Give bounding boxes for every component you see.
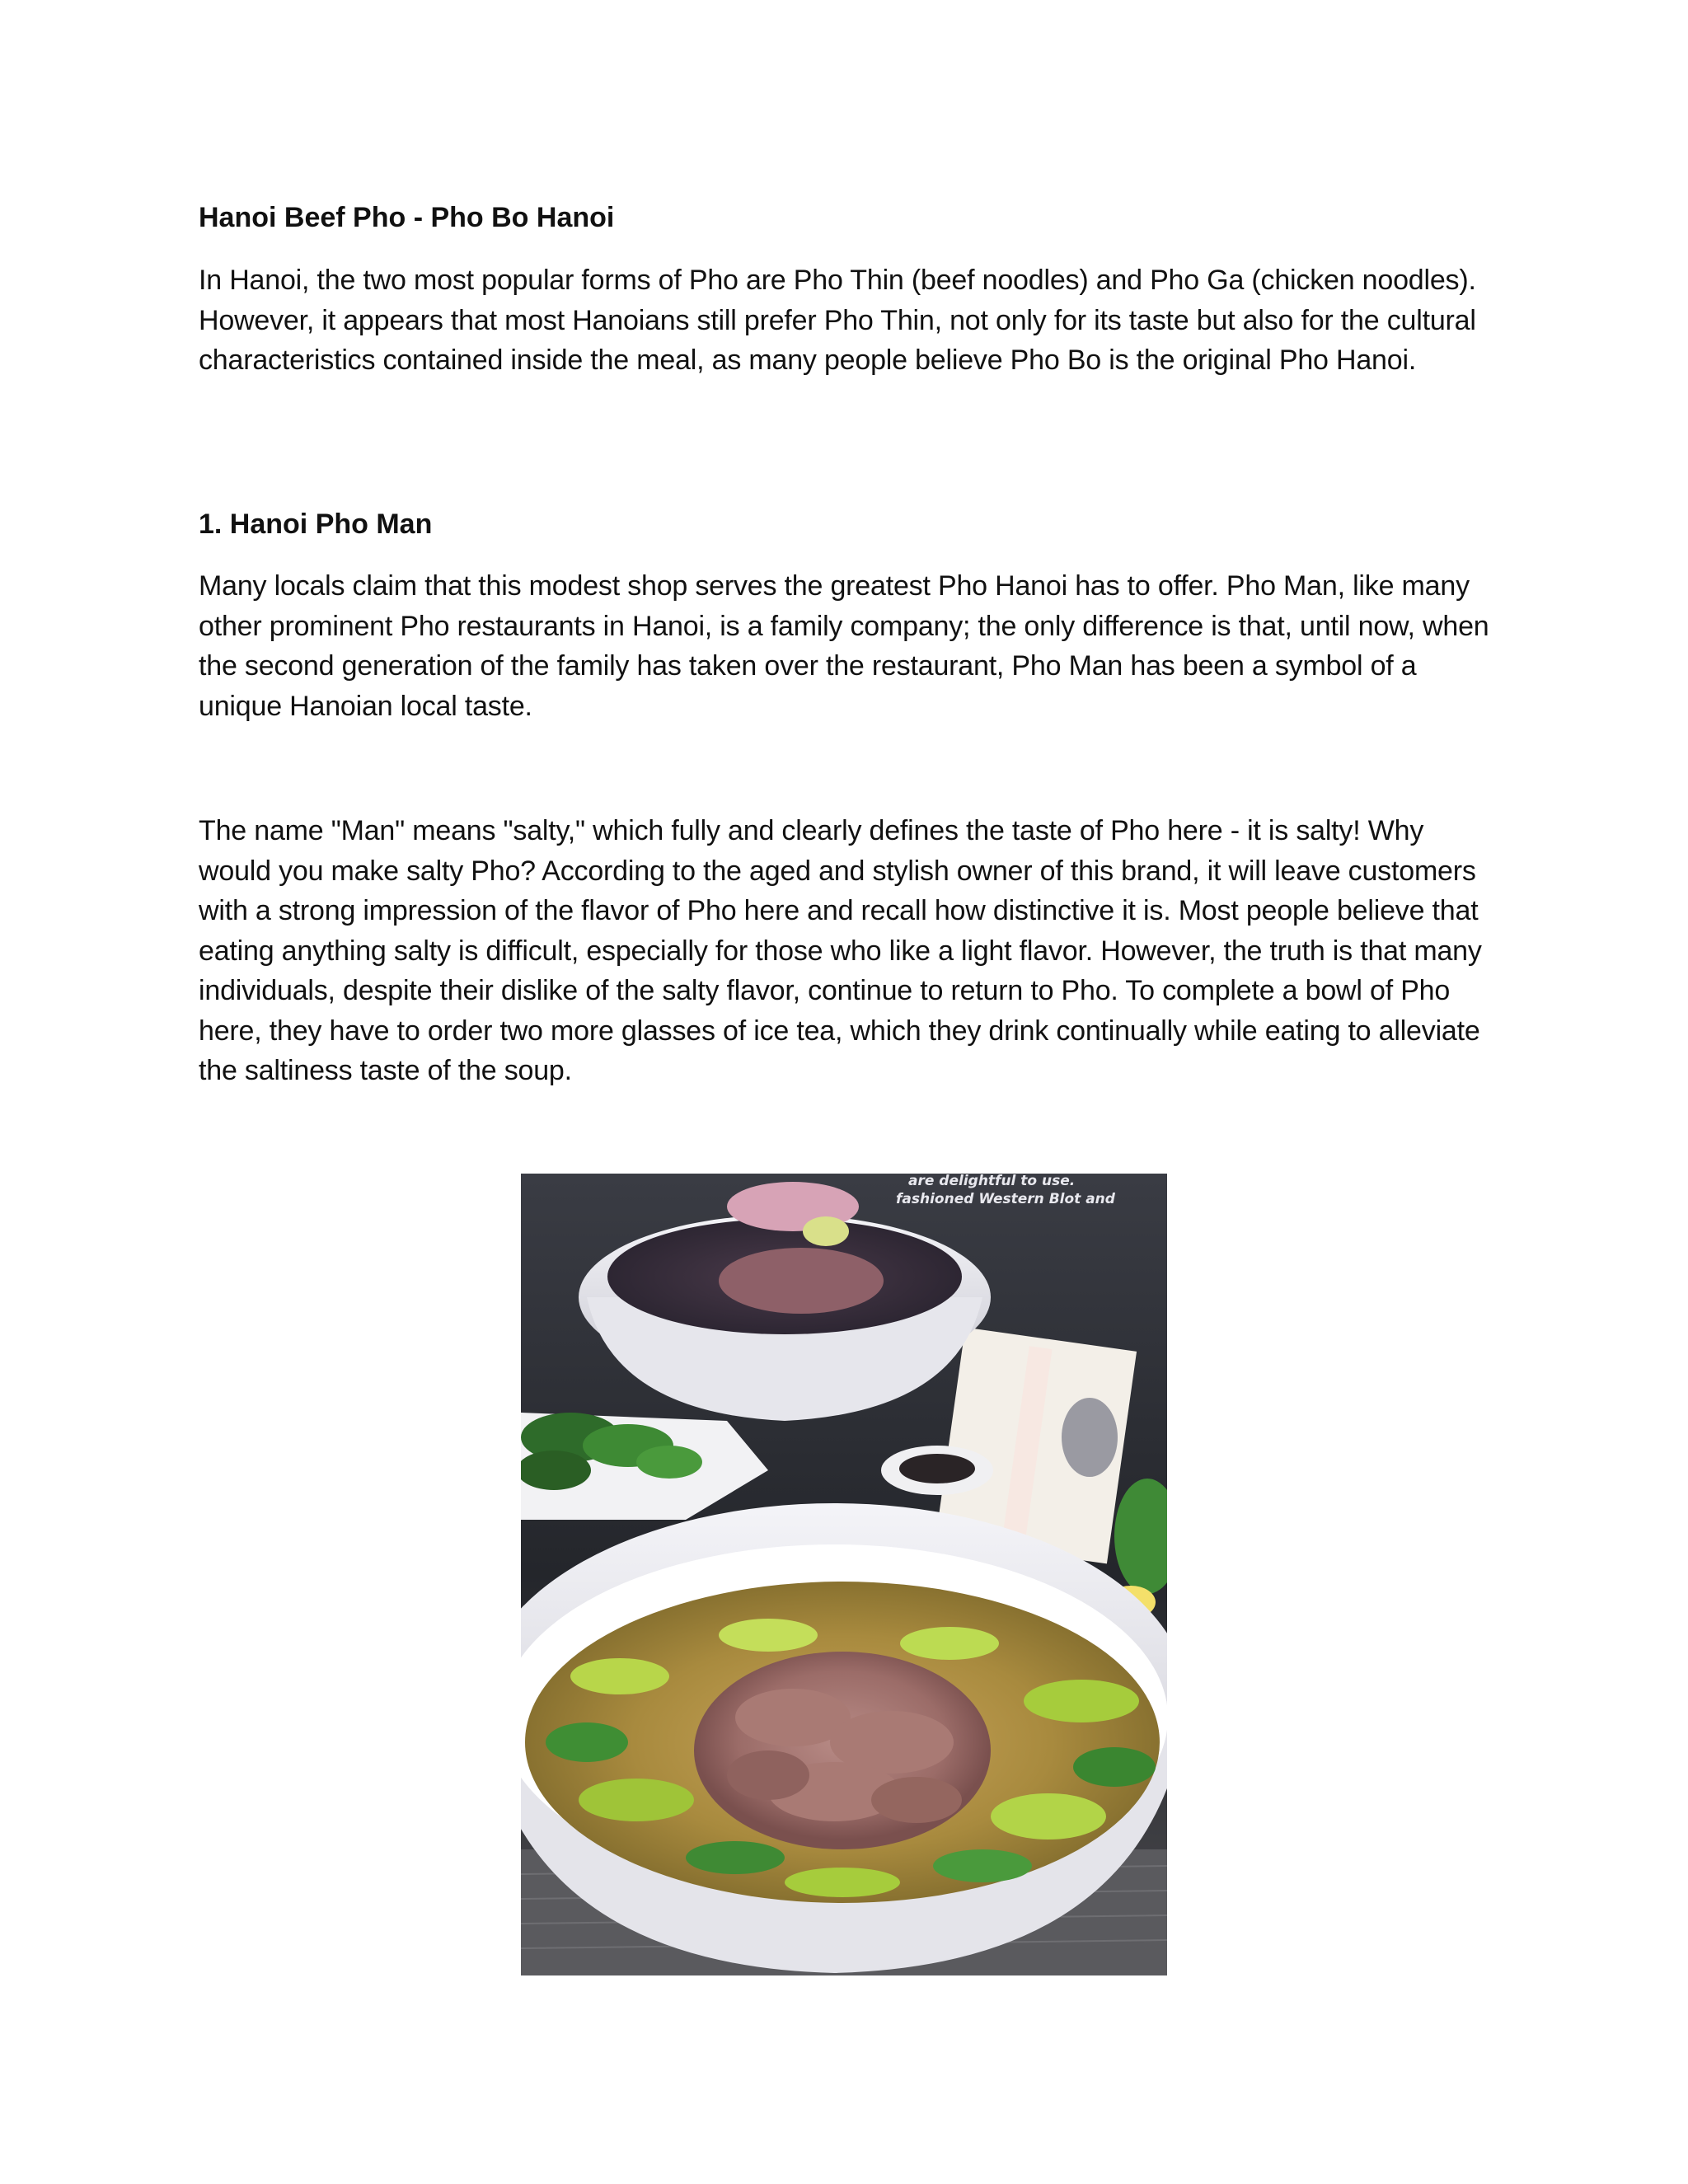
pho-man-paragraph-2: The name "Man" means "salty," which fully and clearly defines the taste of Pho here - it is salty! Why would you make salty Pho? According to the aged and stylish owner of this brand, it will leave customers with a strong impression of the flavor of Pho here and recall how distinctive it is. Most people believe that eating anything salty is difficult, especially for those who like a light flavor. However, the truth is that many individuals, despite their dislike of the salty flavor, continue to return to Pho. To complete a bowl of Pho here, they have to order two more glasses of ice tea, which they drink continually while eating to alleviate the saltiness taste of the soup. (199, 815, 1482, 1086)
intro-heading: Hanoi Beef Pho - Pho Bo Hanoi (199, 202, 615, 233)
lime (803, 1216, 849, 1246)
pho-man-paragraph-1: Many locals claim that this modest shop serves the greatest Pho Hanoi has to offer. Pho Man, like many other prominent Pho restaurants in Hanoi, is a family company; the only difference is that, until now, when the second generation of the family has taken over the restaurant, Pho Man has been a symbol of a unique Hanoian local taste. (199, 570, 1489, 722)
back-bowl-beef (719, 1248, 884, 1314)
pho-bowl-photo (521, 1174, 1167, 1975)
section-heading-pho-man: 1. Hanoi Pho Man (199, 509, 433, 540)
photo-bg-text-2: fashioned Western Blot and (896, 1191, 1115, 1207)
spoon (1062, 1398, 1118, 1477)
photo-bg-text-1: are delightful to use. (908, 1174, 1076, 1189)
intro-paragraph: In Hanoi, the two most popular forms of Pho are Pho Thin (beef noodles) and Pho Ga (chicken noodles). However, it appears that most Hanoians still prefer Pho Thin, not only for its taste but also for the cultural characteristics contained inside the meal, as many people believe Pho Bo is the original Pho Hanoi. (199, 265, 1476, 376)
